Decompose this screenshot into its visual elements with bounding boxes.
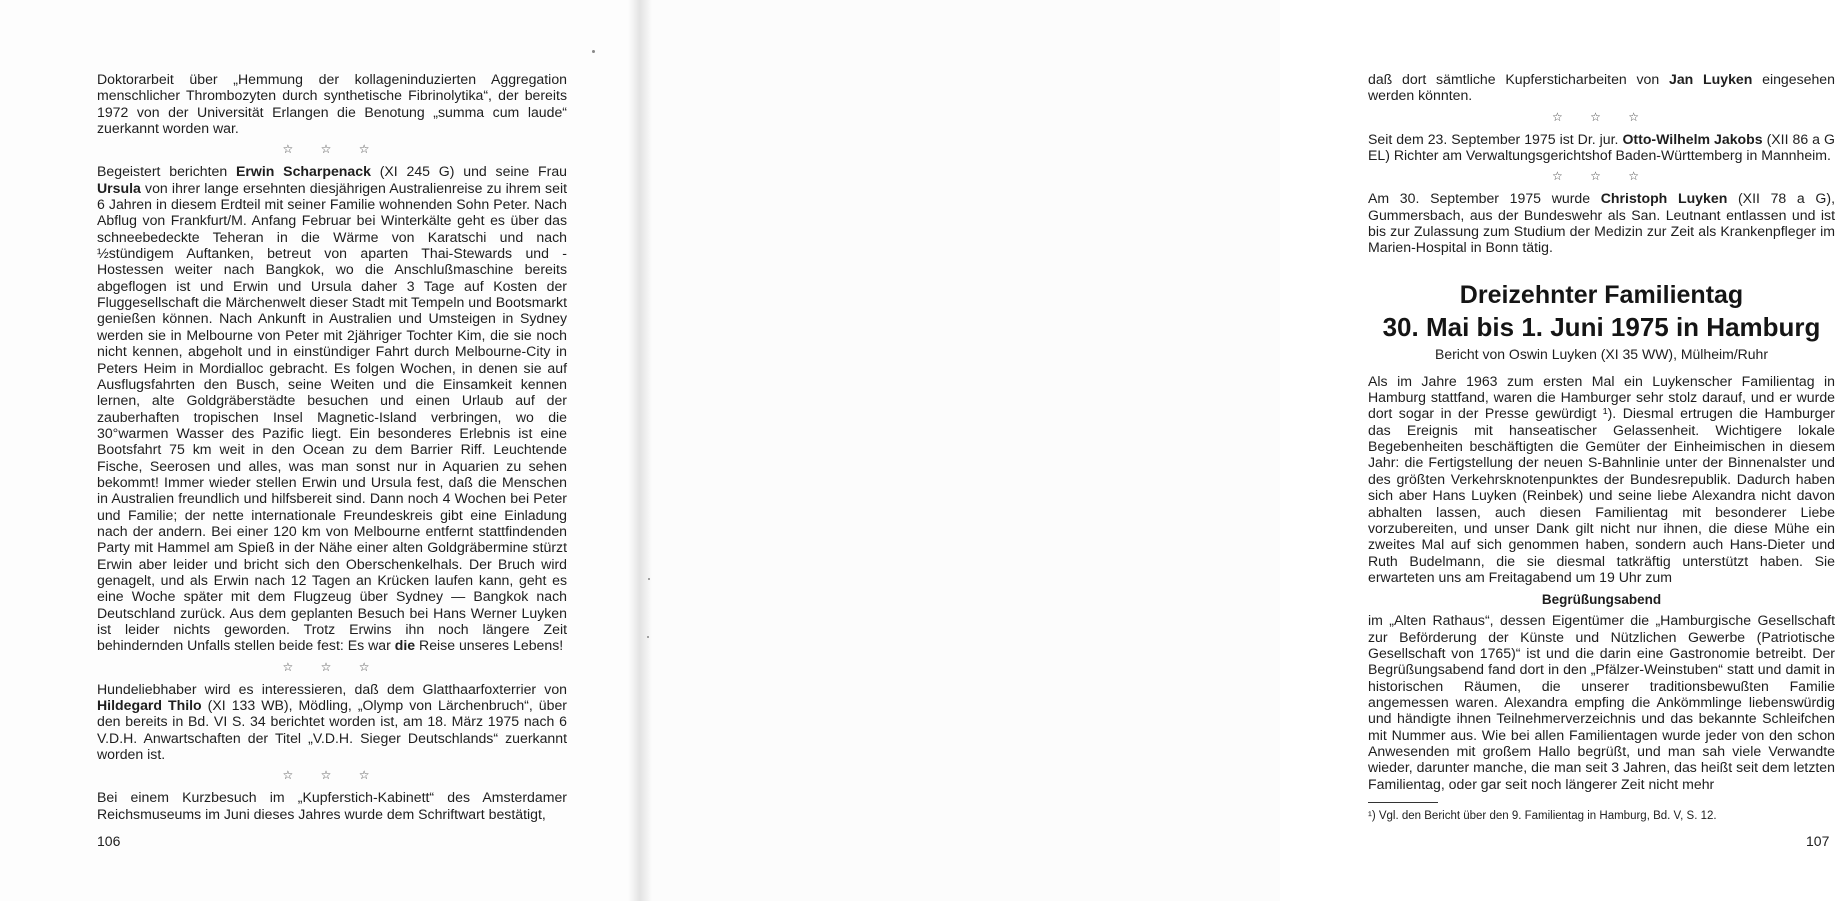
paragraph-foxterrier: Hundeliebhaber wird es interessieren, daß dem Glatthaarfoxterrier von Hildegard Thilo (XI 133 WB), Mödling, „Olymp von Lärchenbruch“, über den bereits in Bd. VI S. 34 berichtet worden ist, am 18. März 1975 nach 6 V.D.H. Anwartschaften der Titel „V.D.H. Sieger Deutschlands“ zuerkannt worden ist. — [97, 680, 567, 763]
person-name: Hildegard Thilo — [97, 697, 202, 714]
book-gutter — [628, 0, 652, 901]
paper-speck — [592, 50, 595, 53]
footnote-reference: ¹). — [1602, 405, 1617, 422]
article-headline: Dreizehnter Familientag — [1459, 280, 1744, 309]
emphasis-word: die — [394, 637, 416, 654]
left-page — [0, 0, 640, 901]
person-name: Erwin Scharpenack — [236, 163, 371, 180]
person-name: Jan Luyken — [1668, 71, 1753, 87]
paper-speck — [648, 578, 650, 580]
footnote: ¹) Vgl. den Bericht über den 9. Familientag in Hamburg, Bd. V, S. 12. — [1368, 810, 1717, 822]
right-page — [640, 0, 1835, 901]
article-byline: Bericht von Oswin Luyken (XI 35 WW), Mülheim/Ruhr — [1435, 345, 1768, 362]
paragraph-christoph: Am 30. September 1975 wurde Christoph Luyken (XII 78 a G), Gummersbach, aus der Bundeswehr als San. Leutnant entlassen und ist bis zur Zulassung zum Studium der Medizin zur Zeit als Krankenpfleger im Marien-Hospital in Bonn tätig. — [1368, 190, 1835, 256]
page-number: 107 — [1806, 833, 1830, 849]
paragraph-australia-trip: Begeistert berichten Erwin Scharpenack (XI 245 G) und seine Frau Ursula von ihrer lange ersehnten diesjährigen Australienreise zu ihrem seit 6 Jahren in diesem Erdteil mit seiner Familie wohnenden Sohn Peter. Nach Abflug von Frankfurt/M. Anfang Februar bei Winterkälte geht es über das schneebedeckte Teheran in die Wärme von Karatschi und nach ½stündigem Auftanken, betreut von aparten Thai-Stewards und -Hostessen weiter nach Bangkok, wo die Anschlußmaschine bereits abgeflogen ist und Erwin und Ursula daher 3 Tage auf Kosten der Fluggesellschaft die Märchenwelt dieser Stadt mit Tempeln und Bootsmarkt genießen können. Nach Ankunft in Australien und Umsteigen in Sydney werden sie in Melbourne von Peter mit 2jähriger Tochter Kim, die sie noch nicht kennen, abgeholt und in einstündiger Fahrt durch Melbourne-City in Peters Heim in Mordialloc gebracht. Es folgen Wochen, in denen sie auf Ausflugsfahrten den Busch, seine Weiten und die Einsamkeit kennen lernen, alte Goldgräberstädte besuchen und einen Urlaub auf der zauberhaften tropischen Insel Magnetic-Island verbringen, wo die 30°warmen Wasser des Pazific liegt. Ein besonderes Erlebnis ist eine Bootsfahrt 75 km weit in den Ocean zu dem Barrier Riff. Leuchtende Fische, Seerosen und alles, was man sonst nur in Aquarien zu sehen bekommt! Immer wieder stellen Erwin und Ursula fest, daß die Menschen in Australien freundlich und hilfsbereit sind. Dann noch 4 Wochen bei Peter und Familie; der nette internationale Freundeskreis gibt eine Einladung nach der andern. Bei einer 120 km von Melbourne entfernt stattfindenden Party mit Hammel am Spieß in der Nähe einer alten Goldgräbermine stürzt Erwin aber leider und bricht sich den Oberschenkelhals. Der Bruch wird genagelt, und als Erwin nach 12 Tagen an Krücken laufen kann, geht es eine Woche später mit dem Flugzeug über Sydney — Bangkok nach Deutschland zurück. Aus dem geplanten Besuch bei Hans Werner Luyken ist leider nichts geworden. Trotz Erwins ihn noch längere Zeit behindernden Unfalls stellen beide fest: Es war die Reise unseres Lebens! — [97, 163, 567, 654]
section-divider-stars: ☆ ☆ ☆ — [282, 659, 382, 674]
person-name: Ursula — [97, 179, 141, 196]
paragraph-thesis: Doktorarbeit über „Hemmung der kollageninduzierten Aggregation menschlicher Thrombozyten durch synthetische Fibrinolytika“, der bereits 1972 von der Universität Erlangen die Benotung „summa cum laude“ zuerkannt worden war. — [97, 71, 567, 137]
paragraph-begruessungsabend: im „Alten Rathaus“, dessen Eigentümer die „Hamburgische Gesellschaft zur Beförderung der Künste und Nützlichen Gewerbe (Patriotische Gesellschaft von 1765)“ ist und die darin eine Gastronomie betreibt. Der Begrüßungsabend fand dort in den „Pfälzer-Weinstuben“ statt und damit in historischen Räumen, die unserer traditionsbewußten Familie angemessen waren. Alexandra empfing die Ankömmlinge liebenswürdig und händigte ihnen Teilnehmerverzeichnis und das bekannte Schleifchen mit Nummer aus. Wie bei allen Familientagen wurde jeder von den schon Anwesenden mit großem Hallo begrüßt, und man sah viele Verwandte wieder, darunter manche, die man seit 3 Jahren, das heißt seit dem letzten Familientag, oder gar seit noch längerer Zeit nicht mehr — [1368, 612, 1835, 792]
section-divider-stars: ☆ ☆ ☆ — [282, 142, 382, 157]
person-name: Christoph Luyken — [1600, 190, 1728, 207]
paragraph-jakobs: Seit dem 23. September 1975 ist Dr. jur. Otto-Wilhelm Jakobs (XII 86 a G EL) Richter am Verwaltungsgerichtshof Baden-Württemberg in Mannheim. — [1368, 130, 1835, 164]
paragraph-familientag-intro: Als im Jahre 1963 zum ersten Mal ein Luykenscher Familientag in Hamburg stattfand, waren die Hamburger sehr stolz darauf, und er wurde dort sogar in der Presse gewürdigt ¹). Diesmal ertrugen die Hamburger das Ereignis mit hanseatischer Gelassenheit. Wichtigere lokale Begebenheiten beschäftigten die Gemüter der Einheimischen in diesem Jahr: die Fertigstellung der neuen S-Bahnlinie unter der Binnenalster und des größten Verkehrsknotenpunktes der Bundesrepublik. Dadurch haben sich aber Hans Luyken (Reinbek) und seine liebe Alexandra nicht davon abhalten lassen, auch diesen Familientag mit besonderer Liebe vorzubereiten, und unser Dank gilt nicht nur ihnen, die diese Mühe ein zweites Mal auf sich genommen haben, sondern auch Hans-Dieter und Ruth Budelmann, die sie diesmal tatkräftig unterstützt haben. Sie erwarteten uns am Freitagabend um 19 Uhr zum — [1368, 372, 1835, 585]
right-text-column — [1368, 71, 1835, 823]
page-number: 106 — [97, 833, 121, 849]
left-text-column — [97, 71, 567, 822]
section-divider-stars: ☆ ☆ ☆ — [282, 768, 382, 783]
person-name: Otto-Wilhelm Jakobs — [1622, 130, 1763, 147]
section-divider-stars: ☆ ☆ ☆ — [1552, 169, 1651, 184]
section-subheading: Begrüßungsabend — [1541, 592, 1662, 608]
article-headline-dates: 30. Mai bis 1. Juni 1975 in Hamburg — [1382, 311, 1821, 342]
paper-speck — [647, 636, 649, 638]
paragraph-kupferstich: Bei einem Kurzbesuch im „Kupferstich-Kabinett“ des Amsterdamer Reichsmuseums im Juni dieses Jahres wurde dem Schriftwart bestätigt, — [97, 789, 567, 822]
paragraph-kupferstich-continued: daß dort sämtliche Kupfersticharbeiten von Jan Luyken eingesehen werden könnten. — [1368, 71, 1835, 104]
section-divider-stars: ☆ ☆ ☆ — [1552, 109, 1651, 124]
footnote-divider — [1368, 802, 1438, 803]
